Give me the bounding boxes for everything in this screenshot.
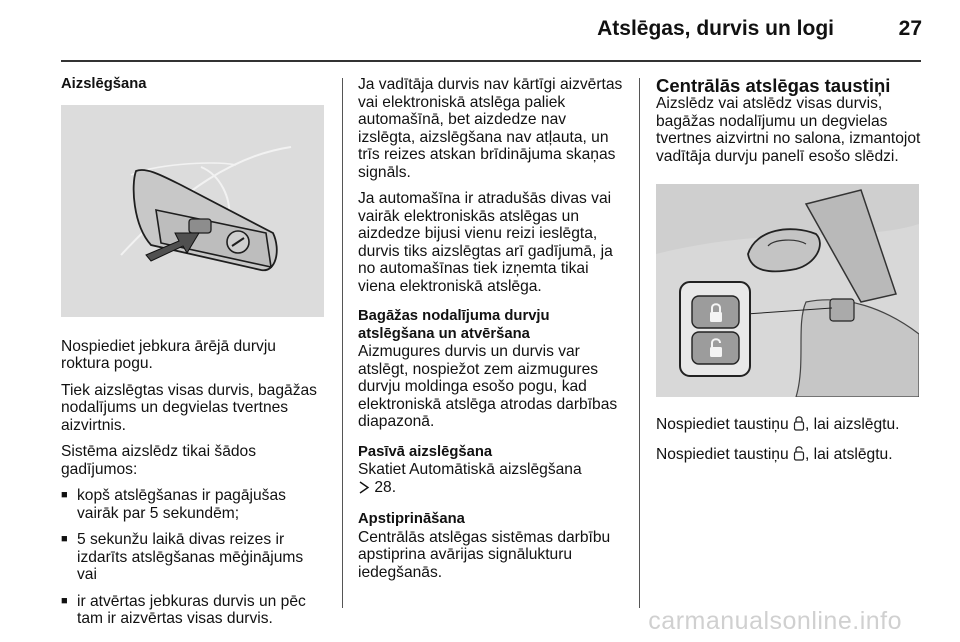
- section-heading-passive-locking: Pasīvā aizslēgšana: [358, 443, 493, 460]
- paragraph: [656, 445, 924, 466]
- paragraph: Ja vadītāja durvis nav kārtīgi aizvērtas vai elektroniskā atslēga paliek automašīnā, bet aizdedze nav izslēgta, aizslēgšana nav atļauta, un trīs reizes atskan brīdinājuma skaņas signāls.: [358, 76, 623, 181]
- section-heading-confirmation: Apstiprināšana: [358, 511, 465, 527]
- header-rule: [61, 60, 921, 62]
- instruction-text: , lai aizslēgtu.: [804, 416, 900, 433]
- instruction-text: , lai atslēgtu.: [804, 445, 893, 463]
- reference-arrow-icon: [358, 481, 370, 499]
- column-2: [358, 76, 626, 590]
- paragraph: [358, 461, 626, 498]
- section-heading-locking: Aizslēgšana: [61, 76, 147, 92]
- lock-icon: [793, 415, 805, 436]
- paragraph: Tiek aizslēgtas visas durvis, bagāžas nodalījums un degvielas tvertnes aizvirtnis.: [61, 381, 317, 434]
- bullet-list: [61, 487, 326, 628]
- paragraph: Ja automašīna ir atradušās divas vai vairāk elektroniskās atslēgas un aizdedze bijusi vienu reizi ieslēgta, durvis tiks aizslēgtas arī gadījumā, ja no automašīnas tiek izņemta tikai viena elektroniskā atslēga.: [358, 190, 613, 295]
- door-panel-switch-illustration: [656, 184, 919, 397]
- door-handle-drawing: [61, 105, 324, 317]
- section-heading-tailgate: Bagāžas nodalījuma durvju atslēgšana un atvēršana: [358, 308, 550, 342]
- column-divider: [342, 78, 343, 608]
- list-item: ■ 5 sekunžu laikā divas reizes ir izdarīts atslēgšanas mēģinājums vai: [61, 531, 326, 584]
- column-1: [61, 76, 326, 637]
- page-number: 27: [898, 17, 922, 40]
- watermark: carmanualsonline.info: [648, 607, 902, 635]
- paragraph: Centrālās atslēgas sistēmas darbību apstiprina avārijas signālukturu iedegšanās.: [358, 528, 611, 581]
- door-panel-drawing: [656, 184, 919, 397]
- column-3: [656, 76, 924, 474]
- page-header-title: Atslēgas, durvis un logi: [597, 17, 834, 40]
- paragraph: Nospiediet jebkura ārējā durvju roktura pogu.: [61, 337, 276, 372]
- paragraph: Sistēma aizslēdz tikai šādos gadījumos:: [61, 443, 257, 478]
- instruction-text: Nospiediet taustiņu: [656, 445, 789, 463]
- instruction-text: Nospiediet taustiņu: [656, 416, 789, 433]
- paragraph: Aizslēdz vai atslēdz visas durvis, bagāžas nodalījumu un degvielas tvertnes aizvirtni no salona, izmantojot vadītāja durvju panelī esošo slēdzi.: [656, 95, 921, 165]
- list-item: ■ ir atvērtas jebkuras durvis un pēc tam ir aizvērtas visas durvis.: [61, 593, 326, 628]
- door-handle-illustration: [61, 105, 324, 317]
- paragraph: Aizmugures durvis un durvis var atslēgt, nospiežot zem aizmugures durvju moldinga esošo pogu, kad elektroniskā atslēga atrodas darbības diapazonā.: [358, 343, 618, 430]
- cross-reference-text: Skatiet Automātiskā aizslēgšana: [358, 461, 582, 478]
- column-divider: [639, 78, 640, 608]
- list-item: ■ kopš atslēgšanas ir pagājušas vairāk par 5 sekundēm;: [61, 487, 326, 522]
- paragraph: [656, 415, 924, 436]
- section-heading-central-locking: Centrālās atslēgas taustiņi: [656, 75, 891, 96]
- unlock-icon: [793, 445, 805, 466]
- page-reference-link[interactable]: 28.: [374, 478, 397, 496]
